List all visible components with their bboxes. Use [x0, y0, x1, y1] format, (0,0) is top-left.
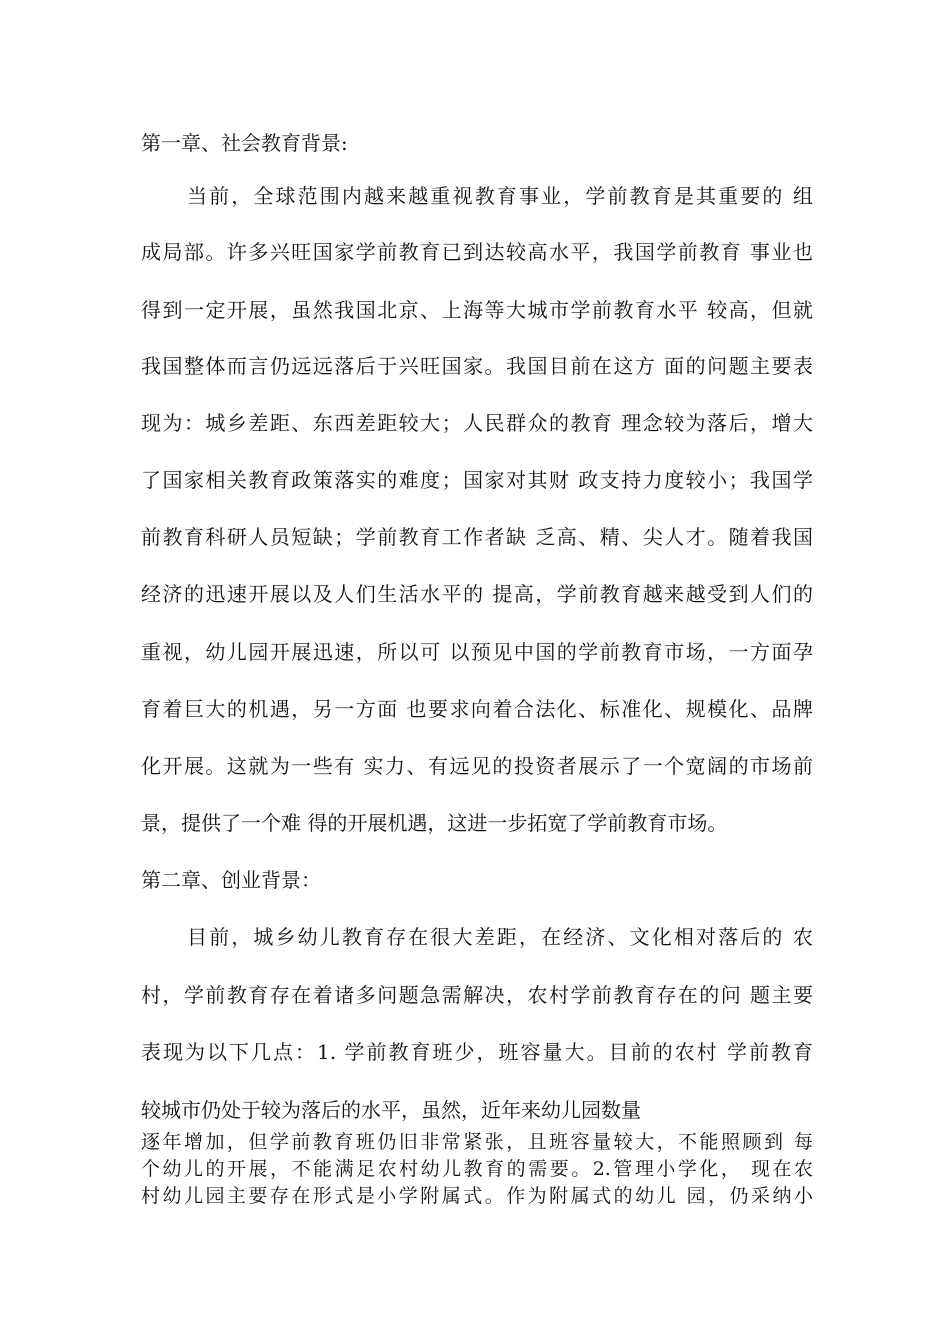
paragraph-line: 成局部。许多兴旺国家学前教育已到达较高水平，我国学前教育 事业也	[141, 240, 813, 264]
paragraph-line: 育着巨大的机遇，另一方面 也要求向着合法化、标准化、规模化、品牌	[141, 697, 813, 721]
paragraph-line: 现为：城乡差距、东西差距较大；人民群众的教育 理念较为落后，增大	[141, 411, 813, 435]
paragraph-line: 个幼儿的开展，不能满足农村幼儿教育的需要。2.管理小学化， 现在农	[141, 1158, 813, 1180]
paragraph-line: 村，学前教育存在着诸多问题急需解决，农村学前教育存在的问 题主要	[141, 983, 813, 1007]
paragraph-line: 表现为以下几点：1. 学前教育班少，班容量大。目前的农村 学前教育	[141, 1040, 813, 1064]
paragraph-line: 较城市仍处于较为落后的水平，虽然，近年来幼儿园数量	[141, 1098, 641, 1122]
paragraph-line: 重视，幼儿园开展迅速，所以可 以预见中国的学前教育市场，一方面孕	[141, 640, 813, 664]
paragraph-line: 化开展。这就为一些有 实力、有远见的投资者展示了一个宽阔的市场前	[141, 754, 813, 778]
paragraph-line: 得到一定开展，虽然我国北京、上海等大城市学前教育水平 较高，但就	[141, 298, 813, 322]
chapter1-heading: 第一章、社会教育背景:	[141, 131, 348, 155]
paragraph-line: 当前，全球范围内越来越重视教育事业，学前教育是其重要的 组	[187, 184, 813, 208]
paragraph-line: 村幼儿园主要存在形式是小学附属式。作为附属式的幼儿 园，仍采纳小	[141, 1185, 813, 1207]
paragraph-line: 逐年增加，但学前教育班仍旧非常紧张，且班容量较大，不能照顾到 每	[141, 1131, 813, 1153]
paragraph-line: 经济的迅速开展以及人们生活水平的 提高，学前教育越来越受到人们的	[141, 582, 813, 606]
paragraph-line: 景，提供了一个难 得的开展机遇，这进一步拓宽了学前教育市场。	[141, 811, 728, 835]
paragraph-line: 目前，城乡幼儿教育存在很大差距，在经济、文化相对落后的 农	[187, 925, 813, 949]
paragraph-line: 了国家相关教育政策落实的难度；国家对其财 政支持力度较小；我国学	[141, 468, 813, 492]
chapter2-heading: 第二章、创业背景：	[141, 868, 321, 892]
paragraph-line: 前教育科研人员短缺；学前教育工作者缺 乏高、精、尖人才。随着我国	[141, 525, 813, 549]
paragraph-line: 我国整体而言仍远远落后于兴旺国家。我国目前在这方 面的问题主要表	[141, 354, 813, 378]
